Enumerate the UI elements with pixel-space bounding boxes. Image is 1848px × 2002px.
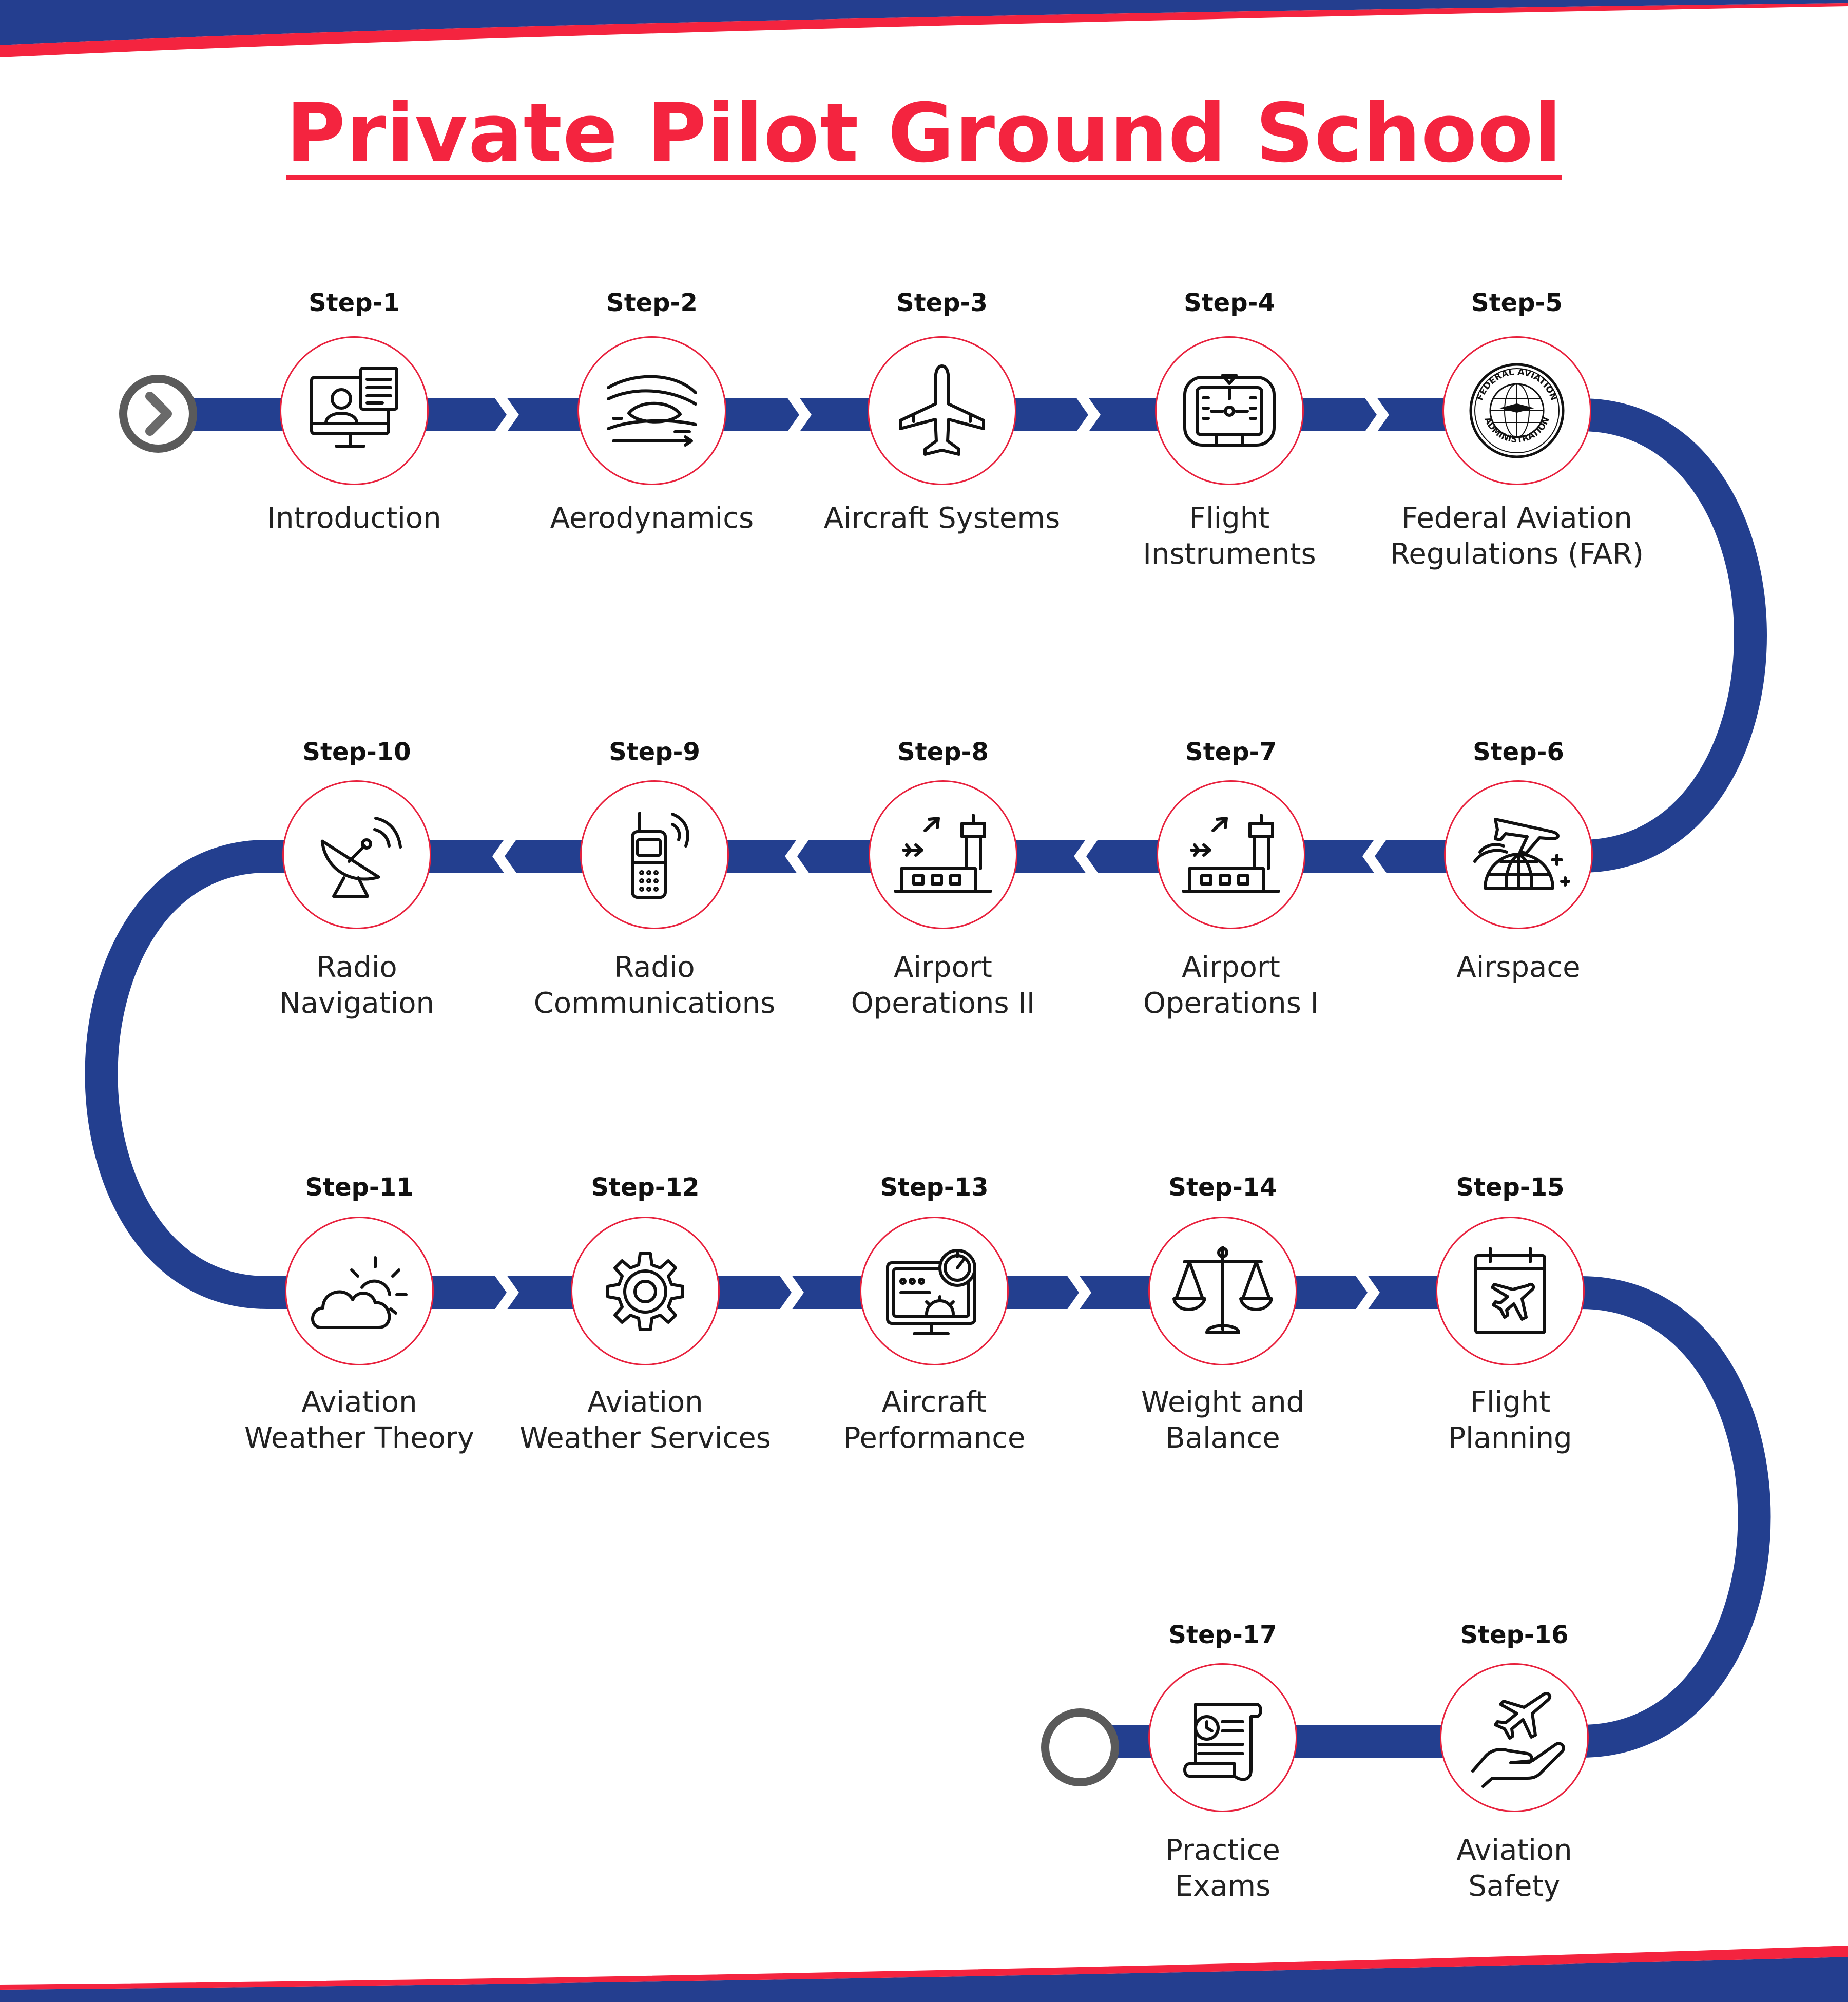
cloud-sun-icon	[305, 1237, 413, 1345]
step-17-label: Step-17	[1168, 1621, 1277, 1649]
step-16-name-line: Safety	[1468, 1870, 1561, 1903]
step-4-name	[1086, 500, 1373, 572]
step-12-label: Step-12	[591, 1173, 700, 1202]
control-tower-icon	[889, 801, 997, 909]
step-8-node	[869, 780, 1017, 929]
step-10-name	[213, 950, 500, 1022]
step-12-name-line: Aviation	[587, 1385, 703, 1419]
instrument-panel-icon	[1176, 357, 1283, 465]
step-11-name	[216, 1384, 503, 1456]
step-9-name-line: Radio	[614, 951, 695, 984]
step-1-name-line: Introduction	[267, 502, 441, 535]
step-17-node	[1148, 1663, 1297, 1812]
exam-scroll-icon	[1169, 1684, 1277, 1792]
step-3-label: Step-3	[896, 288, 988, 317]
step-14-name-line: Balance	[1165, 1421, 1280, 1455]
step-7-name	[1087, 950, 1375, 1022]
step-10-name-line: Navigation	[279, 987, 435, 1020]
step-15-label: Step-15	[1456, 1173, 1565, 1202]
step-14-node	[1148, 1217, 1297, 1365]
step-5-name-line: Federal Aviation	[1401, 502, 1632, 535]
step-3-node	[868, 336, 1016, 485]
step-12-node	[571, 1217, 720, 1365]
step-10-label: Step-10	[302, 738, 411, 766]
step-2-label: Step-2	[606, 288, 698, 317]
satellite-dish-icon	[303, 801, 411, 909]
step-4-name-line: Instruments	[1143, 537, 1316, 571]
faa-seal-icon	[1463, 357, 1571, 465]
step-7-name-line: Airport	[1182, 951, 1280, 984]
step-5-name	[1373, 500, 1661, 572]
step-7-name-line: Operations I	[1143, 987, 1319, 1020]
hand-plane-icon	[1460, 1684, 1568, 1792]
svg-text:FEDERAL AVIATION: FEDERAL AVIATION	[1475, 367, 1559, 402]
page-title: Private Pilot Ground School	[286, 86, 1562, 181]
step-11-label: Step-11	[305, 1173, 414, 1202]
step-16-name	[1371, 1833, 1658, 1904]
step-17-name-line: Practice	[1165, 1834, 1280, 1867]
step-9-label: Step-9	[609, 738, 700, 766]
control-tower-icon	[1177, 801, 1285, 909]
airplane-icon	[888, 357, 996, 465]
step-8-name-line: Operations II	[851, 987, 1035, 1020]
step-16-label: Step-16	[1460, 1621, 1569, 1649]
step-2-name-line: Aerodynamics	[550, 502, 754, 535]
gear-icon	[591, 1237, 699, 1345]
step-4-label: Step-4	[1184, 288, 1275, 317]
step-1-name	[210, 500, 498, 536]
step-11-name-line: Weather Theory	[244, 1421, 475, 1455]
step-6-node	[1444, 780, 1593, 929]
calendar-plane-icon	[1456, 1237, 1564, 1345]
step-2-name	[508, 500, 796, 536]
step-8-label: Step-8	[897, 738, 989, 766]
step-12-name	[502, 1384, 789, 1456]
step-5-label: Step-5	[1471, 288, 1563, 317]
step-13-name	[791, 1384, 1078, 1456]
step-14-name	[1079, 1384, 1366, 1456]
step-1-node	[280, 336, 429, 485]
step-4-node	[1155, 336, 1304, 485]
step-5-name-line: Regulations (FAR)	[1390, 537, 1644, 571]
step-10-node	[282, 780, 431, 929]
step-14-name-line: Weight and	[1141, 1385, 1305, 1419]
step-3-name	[798, 500, 1086, 536]
step-11-name-line: Aviation	[301, 1385, 417, 1419]
step-2-node	[578, 336, 726, 485]
online-class-icon	[300, 357, 408, 465]
step-6-name	[1375, 950, 1662, 986]
walkie-talkie-icon	[601, 801, 708, 909]
step-17-name-line: Exams	[1175, 1870, 1271, 1903]
svg-text:ADMINISTRATION: ADMINISTRATION	[1482, 415, 1552, 445]
step-13-label: Step-13	[880, 1173, 989, 1202]
step-15-name-line: Planning	[1448, 1421, 1572, 1455]
step-3-name-line: Aircraft Systems	[823, 502, 1061, 535]
step-16-name-line: Aviation	[1456, 1834, 1572, 1867]
globe-airplane-icon	[1465, 801, 1572, 909]
step-4-name-line: Flight	[1189, 502, 1270, 535]
step-16-node	[1440, 1663, 1589, 1812]
step-7-node	[1157, 780, 1305, 929]
road-segments	[102, 415, 1755, 1741]
end-marker	[1045, 1712, 1115, 1782]
step-6-label: Step-6	[1473, 738, 1564, 766]
step-14-label: Step-14	[1168, 1173, 1277, 1202]
start-marker	[123, 379, 193, 449]
step-13-name-line: Aircraft	[881, 1385, 987, 1419]
step-1-label: Step-1	[309, 288, 400, 317]
step-15-name-line: Flight	[1470, 1385, 1551, 1419]
step-17-name	[1079, 1833, 1366, 1904]
step-9-name-line: Communications	[533, 987, 776, 1020]
step-8-name-line: Airport	[894, 951, 992, 984]
step-9-name	[511, 950, 798, 1022]
step-13-node	[860, 1217, 1009, 1365]
step-6-name-line: Airspace	[1456, 951, 1581, 984]
step-5-node	[1442, 336, 1591, 485]
monitor-gauge-icon	[880, 1237, 988, 1345]
step-11-node	[285, 1217, 434, 1365]
step-7-label: Step-7	[1185, 738, 1277, 766]
step-12-name-line: Weather Services	[519, 1421, 771, 1455]
step-10-name-line: Radio	[316, 951, 397, 984]
scale-icon	[1169, 1237, 1277, 1345]
step-8-name	[799, 950, 1087, 1022]
airflow-icon	[598, 357, 706, 465]
step-13-name-line: Performance	[843, 1421, 1026, 1455]
step-15-node	[1436, 1217, 1585, 1365]
step-15-name	[1366, 1384, 1654, 1456]
step-9-node	[580, 780, 729, 929]
